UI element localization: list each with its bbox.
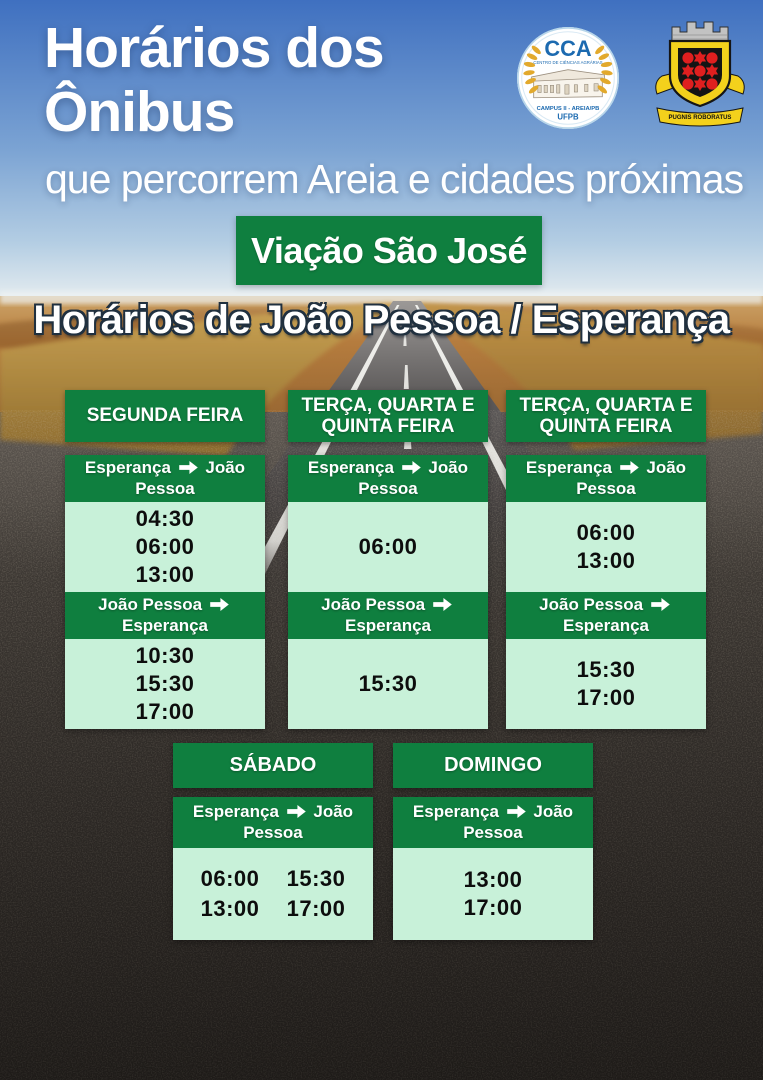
day-label: SEGUNDA FEIRA [86, 405, 244, 427]
time-value: 06:00 [200, 866, 260, 891]
times-list [65, 502, 265, 592]
route-to: João Pessoa [358, 458, 469, 498]
day-label: DOMINGO [444, 753, 542, 776]
times-list [173, 848, 373, 940]
time-value: 15:30 [286, 866, 346, 891]
time-value: 17:00 [463, 895, 523, 920]
time-value: 06:00 [576, 520, 636, 545]
times-list [288, 502, 488, 592]
schedule-column-domingo [393, 743, 593, 940]
route-from: João Pessoa [321, 595, 426, 614]
poster-title [44, 16, 384, 144]
right-arrow-icon [179, 459, 198, 479]
right-arrow-icon [507, 803, 526, 823]
times-list [506, 502, 706, 592]
section-title: Horários de João Pessoa / Esperança [33, 298, 730, 342]
times-list [65, 639, 265, 729]
route-to: João Pessoa [135, 458, 246, 498]
cca-logo [516, 26, 620, 130]
schedule-column-sabado [173, 743, 373, 940]
right-arrow-icon [402, 459, 421, 479]
day-header [288, 390, 488, 442]
time-value: 04:30 [135, 506, 195, 531]
time-value: 13:00 [135, 562, 195, 587]
crest-motto: PUGNIS ROBORATUS [668, 115, 732, 121]
route-from: Esperança [84, 458, 171, 477]
right-arrow-icon [433, 596, 452, 616]
time-value: 15:30 [576, 657, 636, 682]
time-value: 13:00 [576, 548, 636, 573]
route-to: João Pessoa [576, 458, 687, 498]
cca-university: UFPB [557, 112, 579, 122]
route-to: João Pessoa [463, 802, 574, 842]
time-value: 13:00 [463, 867, 523, 892]
right-arrow-icon [210, 596, 229, 616]
day-label: SÁBADO [229, 753, 317, 776]
cca-acronym: CCA [544, 36, 592, 62]
schedule-column-terca-quinta-2 [506, 390, 706, 729]
route-from: João Pessoa [98, 595, 203, 614]
route-to: João Pessoa [243, 802, 354, 842]
route-from: Esperança [307, 458, 394, 477]
route-to: Esperança [563, 616, 649, 635]
time-value: 15:30 [135, 671, 195, 696]
time-value: 17:00 [286, 896, 346, 921]
day-label: TERÇA, QUARTA E QUINTA FEIRA [301, 394, 475, 437]
route-header [393, 797, 593, 848]
route-header [288, 592, 488, 639]
time-value: 17:00 [576, 685, 636, 710]
route-header [65, 592, 265, 639]
right-arrow-icon [651, 596, 670, 616]
route-from: João Pessoa [539, 595, 644, 614]
day-header [506, 390, 706, 442]
schedule-card [173, 797, 373, 940]
route-to: Esperança [122, 616, 208, 635]
route-header [506, 592, 706, 639]
time-value: 15:30 [358, 671, 418, 696]
route-from: Esperança [525, 458, 612, 477]
right-arrow-icon [287, 803, 306, 823]
poster-subtitle: que percorrem Areia e cidades próximas [45, 156, 744, 202]
time-value: 10:30 [135, 643, 195, 668]
times-list [506, 639, 706, 729]
schedule-card [506, 455, 706, 729]
cca-full-name: CENTRO DE CIÊNCIAS AGRÁRIAS [533, 59, 603, 65]
company-name: Viação São José [251, 229, 527, 271]
route-to: Esperança [345, 616, 431, 635]
route-from: Esperança [192, 802, 279, 821]
schedule-card [65, 455, 265, 729]
cca-campus: CAMPUS II - AREIA/PB [536, 106, 600, 113]
day-header [393, 743, 593, 788]
route-from: Esperança [412, 802, 499, 821]
right-arrow-icon [620, 459, 639, 479]
day-header [65, 390, 265, 442]
schedule-card [393, 797, 593, 940]
poster-title-line2: Ônibus [44, 80, 235, 144]
time-value: 06:00 [135, 534, 195, 559]
route-header [65, 455, 265, 502]
day-header [173, 743, 373, 788]
company-banner [236, 216, 542, 285]
times-list [393, 848, 593, 940]
route-header [173, 797, 373, 848]
time-value: 13:00 [200, 896, 260, 921]
time-value: 17:00 [135, 699, 195, 724]
route-header [506, 455, 706, 502]
mural-crown-icon [672, 22, 728, 42]
schedule-column-segunda [65, 390, 265, 729]
schedule-card [288, 455, 488, 729]
route-header [288, 455, 488, 502]
shield-charges [682, 51, 718, 91]
times-list [288, 639, 488, 729]
time-value: 06:00 [358, 534, 418, 559]
schedule-column-terca-quinta-1 [288, 390, 488, 729]
day-label: TERÇA, QUARTA E QUINTA FEIRA [519, 394, 693, 437]
poster-title-line1: Horários dos [44, 16, 384, 80]
coat-of-arms [652, 14, 748, 130]
